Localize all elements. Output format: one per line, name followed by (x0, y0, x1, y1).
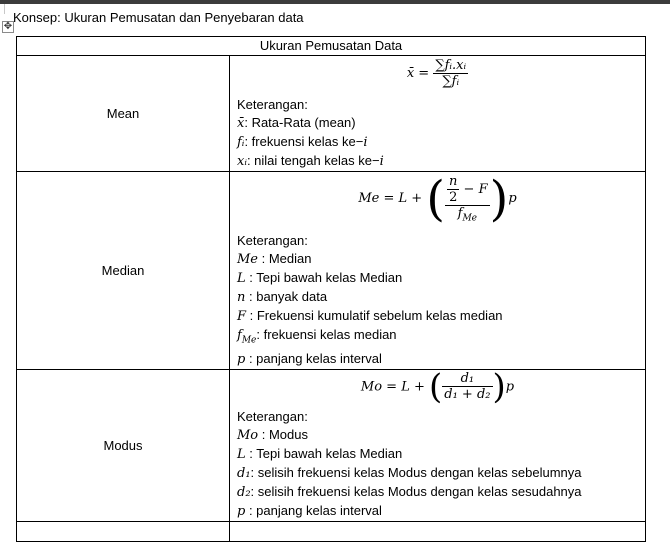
legend-symbol: x̄ (237, 116, 245, 131)
mean-formula-lhs: x̄ = (406, 65, 434, 81)
median-formula-fraction (445, 174, 490, 224)
legend-symbol: L (237, 271, 246, 286)
median-formula-denominator (445, 206, 490, 224)
table-row-mean (17, 56, 646, 172)
legend-text: : Tepi bawah kelas Median (245, 270, 403, 285)
modus-legend-line (237, 464, 645, 483)
legend-symbol: fᵢ (237, 135, 245, 150)
modus-formula-left: Mo = L + (360, 379, 429, 395)
median-legend-heading: Keterangan: (237, 233, 308, 248)
modus-formula-numerator: d₁ (442, 371, 492, 387)
mean-legend-line (237, 114, 645, 133)
mean-legend (230, 96, 645, 171)
legend-symbol: p (237, 351, 246, 367)
legend-text: : panjang kelas interval (245, 350, 382, 366)
mean-formula-fraction (433, 58, 468, 89)
modus-legend-line (237, 426, 645, 445)
central-tendency-table (16, 36, 646, 542)
modus-formula-right: p (505, 379, 515, 395)
legend-symbol: n (237, 290, 246, 305)
page-edge-marker (0, 4, 5, 14)
row-label-modus: Modus (17, 369, 230, 521)
modus-formula-fraction (442, 371, 492, 402)
legend-symbol: F (237, 309, 247, 324)
median-minus-f: − F (459, 182, 488, 197)
row-label-mean: Mean (17, 56, 230, 172)
row-content-empty (230, 521, 646, 541)
row-content-median (230, 172, 646, 370)
close-paren-icon: ) (489, 170, 509, 227)
legend-symbol: d₂ (237, 484, 251, 500)
median-formula-right: p (508, 191, 517, 207)
legend-symbol: i (363, 135, 368, 150)
legend-symbol: p (237, 503, 246, 519)
table-header-row (17, 37, 646, 56)
modus-legend-line (237, 483, 645, 502)
table-header: Ukuran Pemusatan Data (17, 37, 646, 56)
modus-formula (230, 366, 645, 408)
median-n-over-2 (447, 174, 459, 205)
table-row-next (17, 521, 646, 541)
close-paren-icon: ) (492, 366, 506, 407)
legend-text: : Median (258, 251, 312, 266)
modus-legend (230, 408, 645, 521)
median-n: n (449, 174, 458, 189)
modus-legend-line (237, 445, 645, 464)
legend-symbol: xᵢ (237, 154, 247, 169)
median-formula-left: Me = L + (358, 191, 427, 207)
legend-text: : Frekuensi kumulatif sebelum kelas median (246, 308, 503, 323)
row-label-median: Median (17, 172, 230, 370)
legend-symbol: f (237, 328, 242, 343)
legend-text: : selisih frekuensi kelas Modus dengan kelas sesudahnya (250, 483, 582, 499)
table-row-modus (17, 369, 646, 521)
median-f: f (457, 206, 463, 221)
median-formula-numerator (445, 174, 490, 206)
legend-text: : Modus (258, 426, 308, 442)
legend-symbol-sub: Me (241, 335, 257, 346)
legend-text: : selisih frekuensi kelas Modus dengan kelas sebelumnya (250, 464, 582, 480)
row-label-empty (17, 521, 230, 541)
modus-formula-denominator: d₁ + d₂ (444, 387, 491, 403)
legend-symbol: d₁ (237, 465, 251, 481)
page-title: Konsep: Ukuran Pemusatan dan Penyebaran data (13, 10, 304, 25)
median-legend-line (237, 288, 645, 307)
median-legend-line (237, 326, 645, 350)
median-legend-line (237, 307, 645, 326)
median-legend (230, 232, 645, 369)
open-paren-icon: ( (429, 366, 443, 407)
legend-symbol: i (379, 154, 384, 169)
mean-formula-numerator: ∑fᵢ.xᵢ (435, 58, 467, 73)
legend-text: : Rata-Rata (mean) (244, 115, 356, 130)
modus-legend-line (237, 502, 645, 521)
mean-legend-heading: Keterangan: (237, 97, 308, 112)
median-legend-line (237, 250, 645, 269)
legend-text: : frekuensi kelas median (256, 327, 397, 342)
modus-legend-heading: Keterangan: (237, 408, 308, 424)
window-top-bar (0, 0, 670, 4)
legend-symbol: Me (237, 252, 259, 267)
open-paren-icon: ( (426, 170, 446, 227)
median-formula (230, 172, 645, 232)
row-content-modus (230, 366, 646, 521)
legend-text: : frekuensi kelas ke− (244, 134, 364, 149)
median-f-sub: Me (462, 213, 477, 224)
median-legend-line (237, 350, 645, 369)
legend-text: : Tepi bawah kelas Median (245, 445, 403, 461)
mean-formula-denominator: ∑fᵢ (442, 74, 460, 89)
legend-text: : panjang kelas interval (245, 502, 382, 518)
mean-legend-line (237, 152, 645, 171)
legend-text: : nilai tengah kelas ke− (246, 153, 380, 168)
mean-formula (230, 56, 645, 96)
median-2: 2 (449, 190, 458, 205)
median-legend-line (237, 269, 645, 288)
mean-legend-line (237, 133, 645, 152)
table-move-handle-icon[interactable]: ✥ (3, 21, 13, 32)
legend-symbol: Mo (237, 427, 259, 443)
table-row-median (17, 172, 646, 370)
legend-symbol: L (237, 446, 246, 462)
legend-text: : banyak data (245, 289, 328, 304)
row-content-mean (230, 56, 646, 172)
